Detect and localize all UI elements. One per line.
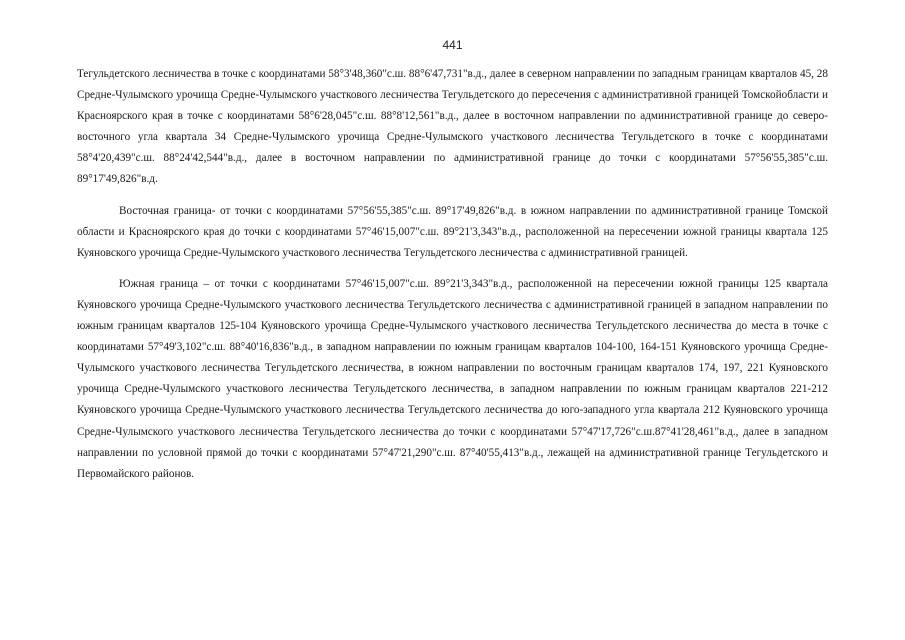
- page-number: 441: [442, 38, 463, 52]
- paragraph-eastern-boundary: Восточная граница- от точки с координатами 57°56'55,385"с.ш. 89°17'49,826"в.д. в южном направлении по административной границе Томской области и Красноярского края до точки с координатами 57°46'15,007"с.ш. 89°21'3,343"в.д., расположенной на пересечении южной границы квартала 125 Куяновского урочища Средне-Чулымского участкового лесничества Тегульдетского лесничества с административной границей.: [77, 204, 828, 259]
- paragraph-southern-boundary: Южная граница – от точки с координатами 57°46'15,007"с.ш. 89°21'3,343"в.д., расположенной на пересечении южной границы 125 квартала Куяновского урочища Средне-Чулымского участкового лесничества Тегульдетского лесничества с административной границей в западном направлении по южным границам кварталов 125-104 Куяновского урочища Средне-Чулымского участкового лесничества Тегульдетского лесничества до места в точке с координатами 57°49'3,102"с.ш. 88°40'16,836"в.д., в западном направлении по южным границам кварталов 104-100, 164-151 Куяновского урочища Средне-Чулымского участкового лесничества Тегульдетского лесничества, в южном направлении по восточным границам кварталов 174, 197, 221 Куяновского урочища Средне-Чулымского участкового лесничества Тегульдетского лесничества, в западном направлении по южным границам кварталов 221-212 Куяновского урочища Средне-Чулымского участкового лесничества Тегульдетского лесничества до юго-западного угла квартала 212 Куяновского урочища Средне-Чулымского участкового лесничества Тегульдетского лесничества до точки с координатами 57°47'17,726"с.ш.87°41'28,461"в.д., далее в западном направлении по условной прямой до точки с координатами 57°47'21,290"с.ш. 87°40'55,413"в.д., лежащей на административной границе Тегульдетского и Первомайского районов.: [77, 277, 828, 480]
- document-body: [77, 64, 828, 485]
- paragraph-northern-boundary-continuation: Тегульдетского лесничества в точке с координатами 58°3'48,360"с.ш. 88°6'47,731"в.д., далее в северном направлении по западным границам кварталов 45, 28 Средне-Чулымского урочища Средне-Чулымского участкового лесничества Тегульдетского до пересечения с административной границей Томскойобласти и Красноярского края в точке с координатами 58°6'28,045"с.ш. 88°8'12,561"в.д., далее в восточном направлении по административной границе до северо-восточного угла квартала 34 Средне-Чулымского урочища Средне-Чулымского участкового лесничества Тегульдетского в точке с координатами 58°4'20,439"с.ш. 88°24'42,544"в.д., далее в восточном направлении по административной границе до точки с координатами 57°56'55,385"с.ш. 89°17'49,826"в.д.: [77, 68, 828, 186]
